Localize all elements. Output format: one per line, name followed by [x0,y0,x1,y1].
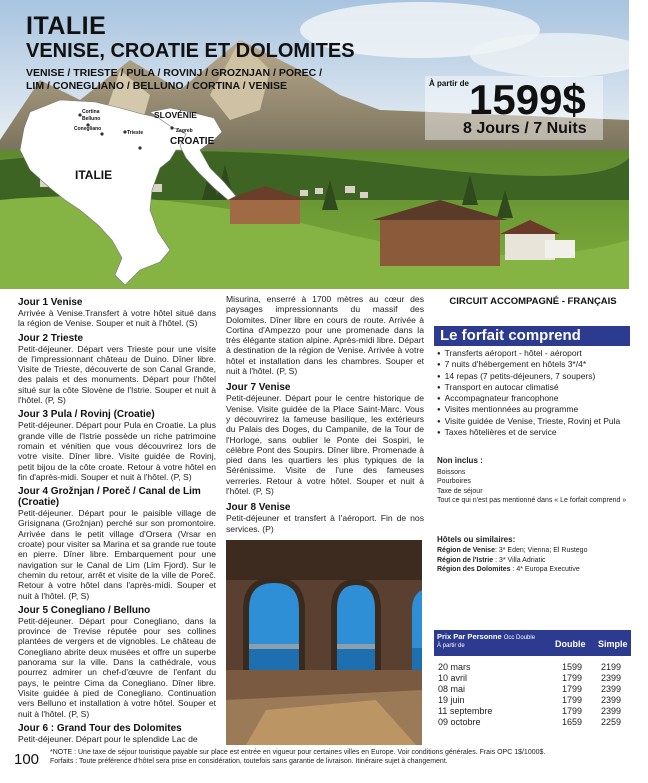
departure-date: 08 mai [438,684,466,694]
price-simple: 2399 [601,695,622,705]
map-label-cortina: Cortina [82,109,100,115]
price-table-occupancy: Occ Double [503,635,536,641]
table-row [434,695,631,706]
hotels-section [437,535,632,574]
price-value: 1599$ [469,76,586,123]
map-label-zagreb: Zagreb [176,128,193,134]
price-double: 1799 [562,684,583,694]
day-text: Misurina, enserré à 1700 mètres au cœur des paysages impressionnants du massif des Dolomites. Dîner libre en cours de route. Arrivée à Cortina d'Ampezzo pour une promenade dans la très élégante station alpine. Après-midi libre. Départ à destination de la région de Venise. Arrivée à votre hôtel et installation dans les chambres. Souper et nuit à l'hôtel. (P, S) [226,294,424,377]
map-label-croatie: CROATIE [170,136,215,147]
day-title: Jour 5 Conegliano / Belluno [18,604,151,616]
hotel-value: : 3* Villa Adriatic [493,556,546,564]
list-item: ● Visites mentionnées au programme [437,404,631,415]
hotel-value: : 3* Eden; Vienna; El Rustego [494,547,588,555]
page-number: 100 [14,751,40,768]
map-label-conegliano: Conegliano [74,126,102,132]
forfait-banner: Le forfait comprend [434,326,630,346]
price-double: 1799 [562,673,583,683]
hotel-region: Région de l'Istrie [437,556,494,564]
list-item: Boissons [437,468,466,476]
day-text: Petit-déjeuner. Départ pour le centre historique de Venise. Visite guidée de la Place Saint-Marc. Vous y découvrirez la fameuse basilique, les extérieurs du Palais des Doges, du Campanile, de la Tour de l'Horloge, sans oublier le Ponte dei Sospiri, le célèbre Pont des Soupirs. Dîner libre. Promenade à pied dans les quartiers les plus typiques de la Sérénissime. Visite de l'une des fameuses verreries. Retour à votre hôtel. Souper et nuit à l'hôtel. (P, S) [226,393,424,497]
map-label-belluno: Belluno [82,116,101,122]
title-block [26,14,355,93]
day-title: Jour 2 Trieste [18,332,84,344]
day-text: Petit-déjeuner. Départ pour le splendide Lac de [18,733,198,744]
hotel-region: Région de Venise [437,547,495,555]
price-table-from: À partir de [437,643,465,649]
day-title: Jour 7 Venise [226,382,291,394]
list-item: ● 14 repas (7 petits-déjeuners, 7 soupers) [437,371,631,382]
day-text: Petit-déjeuner. Départ pour le paisible village de Grisignana (Grožnjan) perché sur son promontoire. Arrivée dans le petit village d'Orsera (Vrsar en croate) pour visiter sa Marina et sa grande rue toute en pierre. Dîner libre. Embarquement pour une navigation sur le Canal de Lim (Lim Fjord). Sur le chemin du retour, arrêt et visite de la ville de Poreč. Retour à votre hôtel dans l'après-midi. Souper et nuit à l'hôtel. (P, S) [18,508,216,601]
hotel-row [437,565,632,574]
tour-title: VENISE, CROATIE ET DOLOMITES [26,40,355,62]
route-list: VENISE / TRIESTE / PULA / ROVINJ / GROZNJAN / POREC / LIM / CONEGLIANO / BELLUNO / CORTINA / VENISE [26,67,322,92]
price-table-col-double: Double [555,639,586,649]
list-item: ● Transport en autocar climatisé [437,382,631,393]
departure-date: 11 septembre [438,706,493,716]
departure-date: 19 juin [438,695,465,705]
list-item: ● Taxes hôtelières et de service [437,427,631,438]
table-row [434,684,631,695]
venice-window-photo [226,540,422,745]
price-simple: 2399 [601,673,622,683]
hotel-region: Région des Dolomites [437,565,511,573]
day-text: Petit-déjeuner et transfert à l'aéroport. Fin de nos services. (P) [226,513,424,534]
table-row [434,662,631,673]
day-text: Arrivée à Venise.Transfert à votre hôtel situé dans la région de Venise. Souper et nuit à l'hôtel. (S) [18,308,216,329]
day-title: Jour 1 Venise [18,297,83,308]
price-double: 1799 [562,706,583,716]
non-inclus-title: Non inclus : [437,456,483,465]
footnote-forfaits: Forfaits : Toute préférence d'hôtel sera prise en considération, toutefois sans garantie de livraison. Itinéraire sujet à changement. [50,758,448,765]
table-row [434,717,631,728]
price-table [434,630,631,728]
day-title: Jour 4 Grožnjan / Poreč / Canal de Lim (Croatie) [18,486,201,509]
price-table-title: Prix Par Personne [437,632,502,641]
price-simple: 2259 [601,717,622,727]
departure-date: 10 avril [438,673,468,683]
price-duration: 8 Jours / 7 Nuits [463,120,587,137]
hotel-row [437,546,632,555]
list-item: ● Visite guidée de Venise, Trieste, Rovinj et Pula [437,416,631,427]
map-label-italie: ITALIE [75,168,113,182]
price-simple: 2399 [601,706,622,716]
price-table-header [434,630,631,656]
day-text: Petit-déjeuner. Départ vers Trieste pour une visite de l'impressionnant château de Duino. Dîner libre. Visite de Trieste, découverte de son Canal Grande, des palais et des monuments. Départ pour l'hôtel situé sur la côte Slovène de l'Istrie. Souper et nuit à l'hôtel. (P, S) [18,343,216,406]
day-title: Jour 3 Pula / Rovinj (Croatie) [18,409,155,421]
day-text: Petit-déjeuner. Départ pour Pula en Croatie. La plus grande ville de l'Istrie possède un riche patrimoine romain et vénitien que vous découvrirez lors de votre visite. Dîner libre. Visite guidée de Rovinj, petit bijou de la côte croate. Retour à votre hôtel en fin d'après-midi. Souper et nuit à l'hôtel. (P, S) [18,420,216,482]
forfait-list [437,348,631,438]
day-text: Petit-déjeuner. Départ pour Conegliano, dans la province de Trevise réputée pour ses collines plantées de vergers et de vignobles. Le château de Conegliano abrite deux musées et offre un superbe panorama sur la ville. Dans la cathédrale, vous pourrez admirer un chef-d'œuvre de l'enfant du pays, le peintre Cima da Conegliano. Dîner libre. Visite guidée à pied de Conegliano. Continuation vers Belluno et installation à votre hôtel. Souper et nuit à l'hôtel. (P, S) [18,615,216,719]
price-simple: 2399 [601,684,622,694]
map-label-trieste: Trieste [127,130,144,136]
map-label-slovenie: SLOVÉNIE [154,110,197,120]
list-item: Taxe de séjour [437,487,483,495]
list-item: Pourboires [437,478,471,485]
list-item: ● Transferts aéroport - hôtel - aéroport [437,348,631,359]
price-double: 1599 [562,662,583,672]
price-double: 1659 [562,717,583,727]
table-row [434,706,631,717]
hotel-row [437,556,632,565]
list-item: ● 7 nuits d'hébergement en hôtels 3*/4* [437,359,631,370]
hotels-title: Hôtels ou similaires: [437,535,516,544]
price-simple: 2199 [601,662,622,672]
circuit-label: CIRCUIT ACCOMPAGNÉ - FRANÇAIS [449,296,617,307]
day-title: Jour 6 : Grand Tour des Dolomites [18,722,182,734]
non-inclus-section [437,456,632,506]
country-title: ITALIE [26,12,107,40]
departure-date: 09 octobre [438,717,481,727]
table-row [434,673,631,684]
price-box [425,76,603,140]
itinerary-column-2 [226,294,424,534]
price-from-label: À partir de [429,79,470,88]
footnote-note: *NOTE : Une taxe de séjour touristique payable sur place est entrée en vigueur pour certaines villes en Europe. Voir conditions générales. Frais OPC 1$/1000$. [50,749,546,756]
price-table-heading [437,632,535,641]
day-title: Jour 8 Venise [226,502,291,514]
hotel-value: : 4* Europa Executive [510,565,580,573]
departure-date: 20 mars [438,662,471,672]
footnote [50,748,630,766]
hero-banner [0,0,629,289]
list-item: Tout ce qui n'est pas mentionné dans « Le forfait comprend » [437,497,627,504]
price-table-col-simple: Simple [598,639,628,649]
list-item: ● Accompagnateur francophone [437,393,631,404]
itinerary-column-1 [18,297,216,744]
price-double: 1799 [562,695,583,705]
